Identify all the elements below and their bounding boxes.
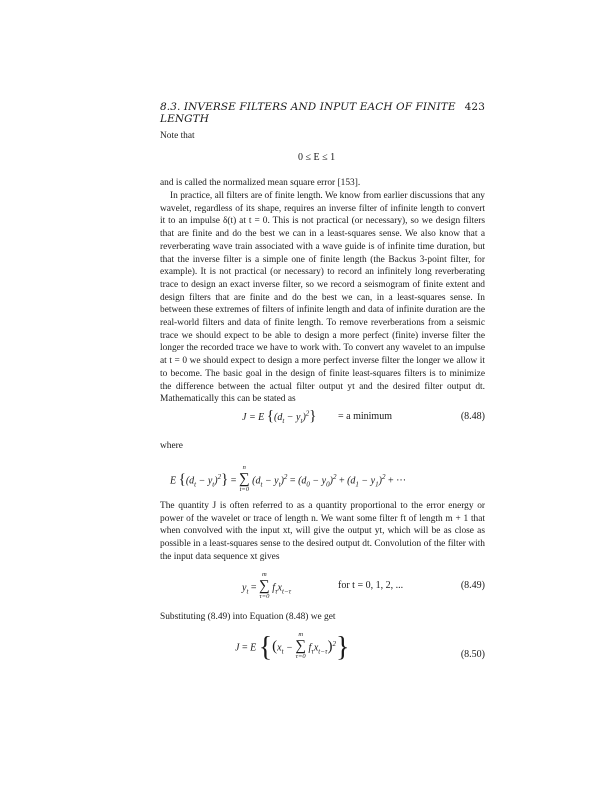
eq48-lhs: J = E $\{(d_t - y_t)^2\}$ — [242, 408, 317, 425]
quantity-paragraph — [160, 500, 485, 564]
substitution-paragraph — [160, 611, 485, 624]
expansion-expression: E $\{(d_t - y_t)^2\}$ = n ∑ t=0 $(d_t - y_t)^2 = (d_0 - y_0)^2 + (d_1 - y_1)^2$ + ··· — [170, 464, 407, 493]
norm-text: and is called the normalized mean square error [153]. — [160, 178, 361, 188]
eq49-lhs: $y_t$ = m ∑ τ=0 $f_\tau x_{t-\tau}$ — [242, 571, 292, 600]
where-text: where — [160, 441, 183, 451]
main-paragraph — [160, 190, 485, 406]
eq48-rhs: = a minimum — [338, 411, 392, 422]
page-number: 423 — [464, 101, 485, 113]
equation-8-49 — [160, 567, 485, 603]
norm-paragraph — [160, 177, 485, 190]
eq49-number: (8.49) — [460, 580, 485, 591]
eq50-number: (8.50) — [460, 649, 485, 660]
range-expression: 0 ≤ E ≤ 1 — [298, 152, 336, 163]
eq50-expression: J = E {($x_t$ − m ∑ τ=0 $f_\tau x_{t-\tau})^2$} — [235, 631, 350, 663]
note-text: Note that — [160, 131, 195, 141]
equation-8-48 — [160, 408, 485, 432]
equation-expansion — [160, 460, 485, 496]
substitution-text: Substituting (8.49) into Equation (8.48) we get — [160, 612, 336, 622]
where-label — [160, 440, 485, 453]
quantity-text: The quantity J is often referred to as a quantity proportional to the error energy or power of the wavelet or trace of length n. We want some filter ft of length m + 1 that when convolved with the input xt, will give the output yt, which will be as close as possible in a least-squares sense to the desired output dt. Convolution of the filter with the input data sequence xt gives — [160, 501, 485, 562]
note-paragraph — [160, 130, 485, 143]
equation-8-50 — [160, 632, 485, 682]
main-text: In practice, all filters are of finite length. We know from earlier discussions that any wavelet, regardless of its shape, requires an inverse filter of infinite length to convert it to an impulse δ(t) at t = 0. This is not practical (or necessary), so we design filters that are finite and do the best we can in a least-squares sense. We also know that a reverberating wave train associated with a wave guide is of infinite time duration, but that the inverse filter is a simple one of finite length (the Backus 3-point filter, for example). It is not practical (or necessary) to record an infinitely long reverberating trace to design an exact inverse filter, so we record a seismogram of finite extent and design filters that are finite and do the best we can, in a least-squares sense. In between these extremes of filters of infinite length and data of infinite duration are the real-world filters and data of finite length. To remove reverberations from a seismic trace we should expect to be able to design a more perfect (finite) inverse filter the longer the recorded trace we have to work with. To convert any wavelet to an impulse at t = 0 we should expect to design a more perfect inverse filter the longer we allow it to become. The basic goal in the design of finite least-squares filters is to minimize the difference between the actual filter output yt and the desired filter output dt. Mathematically this can be stated as — [160, 191, 485, 405]
eq48-number: (8.48) — [460, 411, 485, 422]
equation-range — [160, 152, 485, 166]
eq49-condition: for t = 0, 1, 2, ... — [338, 580, 404, 591]
running-header — [160, 101, 485, 125]
section-title: 8.3. INVERSE FILTERS AND INPUT EACH OF FINITE LENGTH — [160, 101, 456, 125]
